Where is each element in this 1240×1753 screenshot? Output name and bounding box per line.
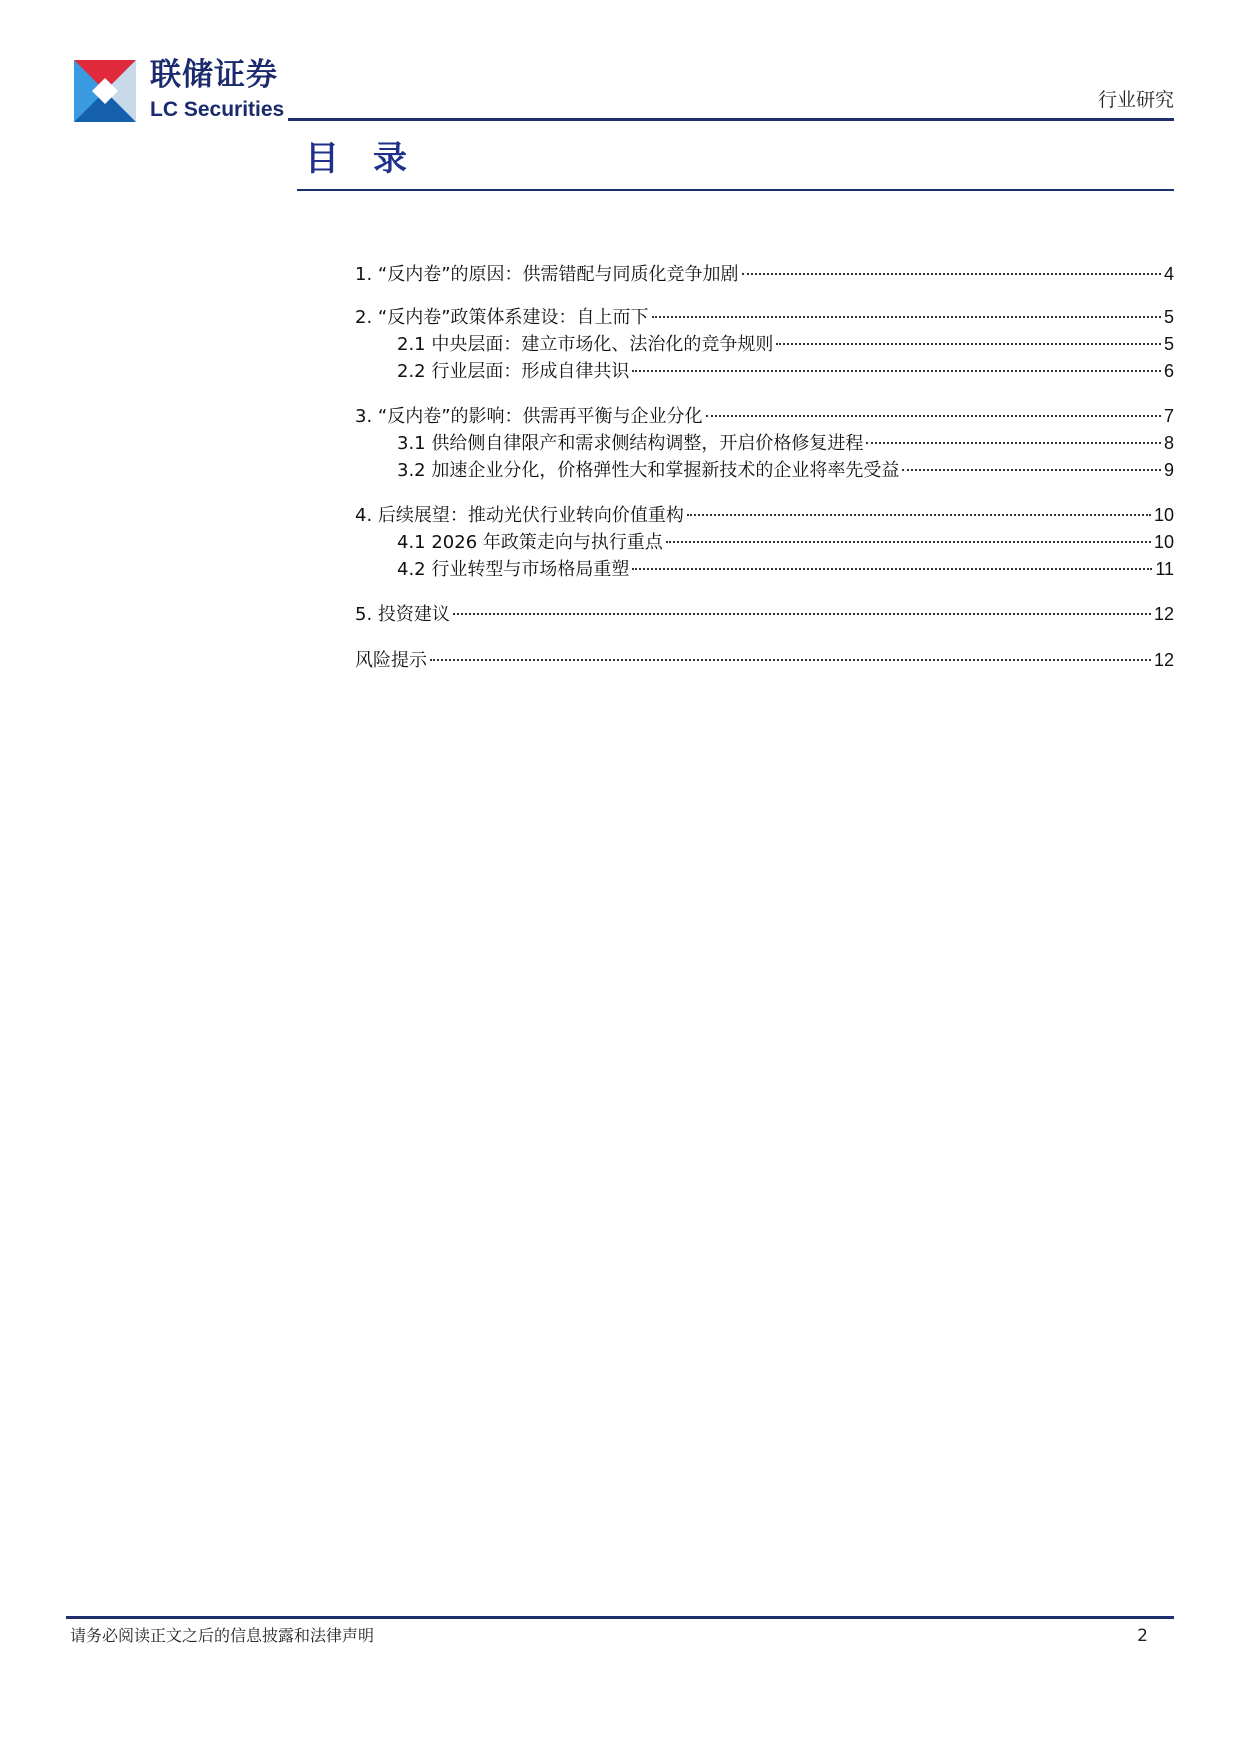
toc-entry-page: 10 (1153, 532, 1174, 552)
toc-title-divider (297, 189, 1174, 191)
toc-entry-text: 4.2 行业转型与市场格局重塑 (397, 559, 630, 580)
toc-entry-page: 6 (1163, 361, 1174, 381)
footer-divider (66, 1616, 1174, 1619)
toc-entry-2[interactable] (355, 305, 1174, 329)
brand-name-en: LC Securities (150, 98, 285, 121)
toc-entry-2-2[interactable] (397, 359, 1174, 383)
toc-entry-page: 5 (1163, 307, 1174, 327)
toc-entry-page: 5 (1163, 334, 1174, 354)
toc-title: 目录 (305, 139, 441, 179)
toc-entry-text: 5. 投资建议 (355, 604, 450, 625)
report-category: 行业研究 (1097, 89, 1174, 111)
dot-leader (742, 273, 1161, 275)
toc-entry-4[interactable] (355, 503, 1174, 527)
toc-entry-risk[interactable] (355, 648, 1174, 672)
toc-entry-page: 12 (1153, 604, 1174, 624)
dot-leader (706, 415, 1161, 417)
toc-entry-text: 3. “反内卷”的影响：供需再平衡与企业分化 (355, 406, 703, 427)
dot-leader (430, 659, 1151, 661)
toc-entry-3-1[interactable] (397, 431, 1174, 455)
toc-entry-page: 4 (1163, 264, 1174, 284)
toc-entry-3-2[interactable] (397, 458, 1174, 482)
toc-entry-4-2[interactable] (397, 557, 1174, 581)
toc-entry-page: 8 (1163, 433, 1174, 453)
dot-leader (776, 343, 1161, 345)
toc-entry-page: 7 (1163, 406, 1174, 426)
toc-entry-page: 12 (1153, 650, 1174, 670)
toc-entry-page: 10 (1153, 505, 1174, 525)
footer-disclaimer: 请务必阅读正文之后的信息披露和法律声明 (70, 1626, 375, 1645)
toc-entry-text: 2.1 中央层面：建立市场化、法治化的竞争规则 (397, 334, 774, 355)
toc-entry-text: 3.2 加速企业分化，价格弹性大和掌握新技术的企业将率先受益 (397, 460, 900, 481)
toc-entry-4-1[interactable] (397, 530, 1174, 554)
toc-entry-page: 9 (1163, 460, 1174, 480)
toc-entry-text: 4.1 2026 年政策走向与执行重点 (397, 532, 663, 553)
toc-entry-text: 风险提示 (355, 650, 427, 671)
dot-leader (453, 613, 1151, 615)
page-number: 2 (1137, 1626, 1148, 1646)
dot-leader (687, 514, 1151, 516)
toc-entry-3[interactable] (355, 404, 1174, 428)
toc-entry-1[interactable] (355, 262, 1174, 286)
toc-entry-5[interactable] (355, 602, 1174, 626)
toc-entry-text: 2. “反内卷”政策体系建设：自上而下 (355, 307, 649, 328)
lc-securities-logo-icon (74, 60, 136, 122)
header-divider (288, 118, 1174, 121)
toc-entry-text: 2.2 行业层面：形成自律共识 (397, 361, 630, 382)
dot-leader (632, 370, 1161, 372)
toc-entry-text: 4. 后续展望：推动光伏行业转向价值重构 (355, 505, 684, 526)
dot-leader (666, 541, 1151, 543)
toc-entry-2-1[interactable] (397, 332, 1174, 356)
dot-leader (652, 316, 1161, 318)
dot-leader (902, 469, 1161, 471)
toc-entry-text: 1. “反内卷”的原因：供需错配与同质化竞争加剧 (355, 264, 739, 285)
dot-leader (866, 442, 1161, 444)
toc-entry-page: 11 (1155, 559, 1174, 579)
dot-leader (632, 568, 1152, 570)
toc-entry-text: 3.1 供给侧自律限产和需求侧结构调整，开启价格修复进程 (397, 433, 864, 454)
brand-name-cn: 联储证券 (150, 57, 278, 93)
